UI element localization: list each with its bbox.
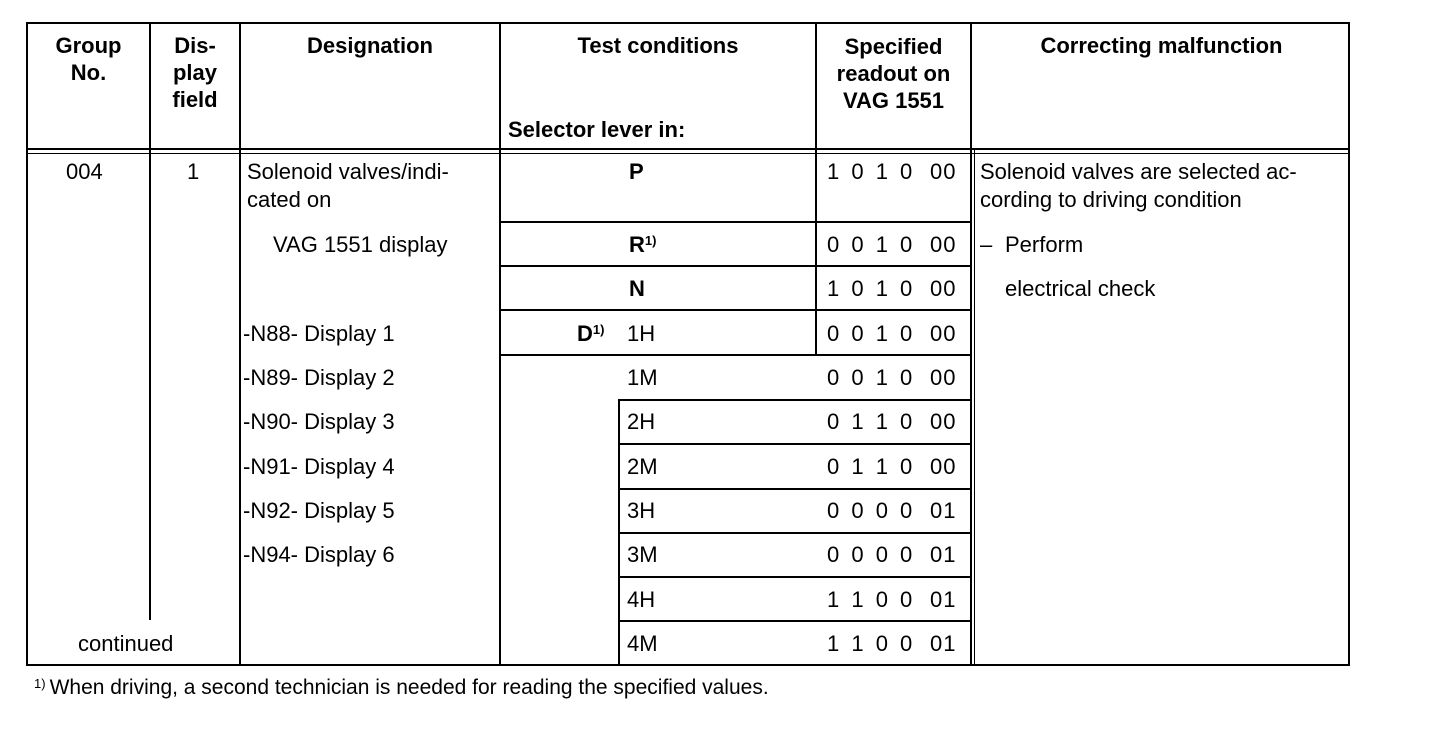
readout-code: 00 — [930, 232, 957, 257]
col-divider-2 — [239, 22, 241, 666]
row-line-2m — [618, 488, 972, 490]
gear-label: 4M — [627, 631, 658, 656]
table-border-bottom — [26, 664, 1350, 666]
readout-code: 01 — [930, 631, 957, 656]
row-line-1h — [499, 354, 972, 356]
readout-code: 00 — [930, 321, 957, 346]
group-number: 004 — [66, 159, 103, 184]
designation-item: -N90- Display 3 — [243, 409, 395, 434]
footnote-mark-d: 1) — [592, 322, 605, 337]
designation-item: -N88- Display 1 — [243, 321, 395, 346]
row-line-4h — [618, 620, 972, 622]
readout-value: 0 1 1 0 — [827, 454, 916, 479]
footnote — [34, 674, 769, 702]
readout-code: 00 — [930, 454, 957, 479]
row-line-p — [499, 221, 972, 223]
correcting-line-4: electrical check — [1005, 276, 1156, 301]
readout-code: 00 — [930, 159, 957, 184]
row-line-1m — [618, 399, 972, 401]
header-divider-2 — [26, 153, 1350, 154]
designation-line-3: VAG 1551 display — [273, 232, 448, 257]
header-group-no: Group No. — [55, 33, 122, 85]
readout-code: 00 — [930, 409, 957, 434]
gear-label: 1M — [627, 365, 658, 390]
readout-code: 00 — [930, 276, 957, 301]
header-designation: Designation — [307, 33, 433, 58]
row-line-2h — [618, 443, 972, 445]
header-correcting: Correcting malfunction — [1040, 33, 1283, 58]
correcting-line-3: Perform — [1005, 232, 1084, 257]
header-specified-readout: Specified readout on VAG 1551 — [836, 34, 951, 113]
readout-code: 00 — [930, 365, 957, 390]
col-divider-5 — [970, 22, 972, 666]
correcting-line-2: cording to driving condition — [980, 187, 1242, 212]
readout-value: 0 0 1 0 — [827, 321, 916, 346]
footnote-mark: 1) — [34, 676, 46, 691]
row-line-3h — [618, 532, 972, 534]
readout-code: 01 — [930, 542, 957, 567]
selector-r: $R^{1)}$ — [629, 232, 657, 257]
row-line-n — [499, 309, 972, 311]
gear-label: 4H — [627, 587, 656, 612]
gear-label: 3M — [627, 542, 658, 567]
readout-value: 1 1 0 0 — [827, 587, 916, 612]
correcting-bullet: – — [980, 232, 993, 257]
table-border-left — [26, 22, 28, 666]
designation-item: -N89- Display 2 — [243, 365, 395, 390]
designation-item: -N91- Display 4 — [243, 454, 395, 479]
col-divider-5b — [974, 148, 975, 666]
designation-line-1: Solenoid valves/indi- — [247, 159, 449, 184]
footnote-mark-r: 1) — [644, 233, 657, 248]
gear-label: 2H — [627, 409, 656, 434]
readout-value: 0 0 1 0 — [827, 232, 916, 257]
gear-label: 1H — [627, 321, 656, 346]
gear-label: 3H — [627, 498, 656, 523]
selector-n: N — [629, 276, 645, 301]
correcting-line-1: Solenoid valves are selected ac- — [980, 159, 1297, 184]
header-selector-lever: Selector lever in: — [508, 117, 686, 142]
readout-code: 01 — [930, 587, 957, 612]
readout-value: 0 0 0 0 — [827, 498, 916, 523]
table-border-right — [1348, 22, 1350, 666]
header-display-field: Dis- play field — [172, 33, 218, 112]
readout-value: 0 0 0 0 — [827, 542, 916, 567]
designation-item: -N94- Display 6 — [243, 542, 395, 567]
table-border-top — [26, 22, 1350, 24]
row-line-3m — [618, 576, 972, 578]
selector-d: $D^{1)}$ — [577, 321, 605, 346]
col-divider-3 — [499, 22, 501, 666]
display-field-number: 1 — [187, 159, 200, 184]
row-line-r — [499, 265, 972, 267]
readout-code: 01 — [930, 498, 957, 523]
selector-p: P — [629, 159, 644, 184]
readout-value: 1 1 0 0 — [827, 631, 916, 656]
designation-line-2: cated on — [247, 187, 332, 212]
readout-value: 1 0 1 0 — [827, 276, 916, 301]
header-test-conditions: Test conditions — [577, 33, 739, 58]
readout-value: 1 0 1 0 — [827, 159, 916, 184]
designation-item: -N92- Display 5 — [243, 498, 395, 523]
header-divider — [26, 148, 1350, 150]
gear-label: 2M — [627, 454, 658, 479]
continued-label: continued — [78, 631, 174, 656]
footnote-text: When driving, a second technician is needed for reading the specified values. — [49, 676, 769, 699]
readout-value: 0 1 1 0 — [827, 409, 916, 434]
readout-value: 0 0 1 0 — [827, 365, 916, 390]
